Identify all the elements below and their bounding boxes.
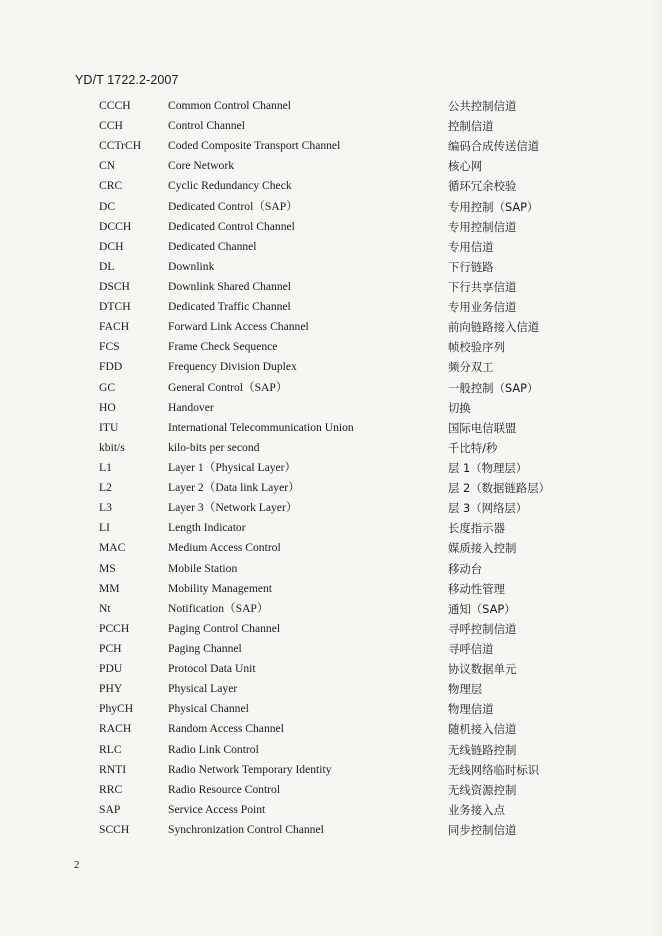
abbreviation-english: Random Access Channel (168, 722, 284, 736)
abbreviation-chinese: 前向链路接入信道 (448, 320, 540, 335)
abbreviation-row (0, 197, 662, 217)
abbreviation-chinese: 移动台 (448, 561, 483, 576)
abbreviation-chinese: 控制信道 (448, 119, 494, 134)
abbreviation-english: Cyclic Redundancy Check (168, 179, 292, 193)
abbreviation-term: L2 (99, 481, 112, 495)
abbreviation-chinese: 随机接入信道 (448, 722, 517, 737)
abbreviation-term: PDU (99, 662, 123, 676)
abbreviation-row (0, 176, 662, 196)
abbreviation-term: Nt (99, 601, 111, 615)
abbreviation-english: Dedicated Control Channel (168, 219, 295, 233)
abbreviation-term: MAC (99, 541, 126, 555)
abbreviation-chinese: 核心网 (448, 159, 483, 174)
abbreviation-chinese: 专用业务信道 (448, 300, 517, 315)
abbreviation-chinese: 下行链路 (448, 259, 494, 274)
abbreviation-row (0, 538, 662, 558)
abbreviation-english: Radio Network Temporary Identity (168, 762, 332, 776)
abbreviation-english: Protocol Data Unit (168, 662, 256, 676)
abbreviation-term: L1 (99, 460, 112, 474)
abbreviation-chinese: 切换 (448, 400, 471, 415)
document-header: YD/T 1722.2-2007 (75, 73, 179, 87)
abbreviation-list (0, 96, 662, 840)
abbreviation-term: CCTrCH (99, 139, 142, 153)
abbreviation-row (0, 116, 662, 136)
abbreviation-term: CCCH (99, 99, 131, 112)
abbreviation-row (0, 156, 662, 176)
abbreviation-english: Physical Layer (168, 682, 238, 696)
abbreviation-chinese: 物理信道 (448, 702, 494, 717)
abbreviation-chinese: 专用信道 (448, 239, 494, 254)
abbreviation-term: DC (99, 199, 116, 213)
abbreviation-chinese: 无线资源控制 (448, 782, 517, 797)
abbreviation-english: Length Indicator (168, 521, 246, 535)
abbreviation-term: FACH (99, 320, 130, 334)
abbreviation-row (0, 498, 662, 518)
abbreviation-chinese: 层 3（网络层） (448, 501, 528, 516)
abbreviation-chinese: 寻呼控制信道 (448, 621, 517, 636)
abbreviation-english: Dedicated Channel (168, 239, 257, 253)
abbreviation-term: ITU (99, 420, 119, 434)
abbreviation-row (0, 719, 662, 739)
abbreviation-english: Mobility Management (168, 581, 273, 595)
abbreviation-term: CRC (99, 179, 123, 193)
abbreviation-english: Mobile Station (168, 561, 238, 575)
abbreviation-chinese: 帧校验序列 (448, 340, 505, 355)
abbreviation-row (0, 257, 662, 277)
abbreviation-term: DCH (99, 239, 124, 253)
abbreviation-row (0, 679, 662, 699)
abbreviation-chinese: 物理层 (448, 682, 483, 697)
abbreviation-row (0, 760, 662, 780)
abbreviation-english: Control Channel (168, 119, 245, 133)
abbreviation-english: Core Network (168, 159, 235, 173)
abbreviation-english: Downlink Shared Channel (168, 279, 292, 293)
abbreviation-term: PhyCH (99, 702, 134, 716)
abbreviation-english: Handover (168, 400, 214, 414)
abbreviation-chinese: 循环冗余校验 (448, 179, 517, 194)
abbreviation-chinese: 业务接入点 (448, 802, 505, 817)
abbreviation-term: L3 (99, 501, 112, 515)
abbreviation-chinese: 无线链路控制 (448, 742, 517, 757)
abbreviation-row (0, 136, 662, 156)
abbreviation-chinese: 层 2（数据链路层） (448, 481, 550, 496)
abbreviation-term: PCCH (99, 621, 130, 635)
abbreviation-term: RACH (99, 722, 132, 736)
abbreviation-chinese: 千比特/秒 (448, 440, 498, 455)
abbreviation-chinese: 层 1（物理层） (448, 460, 528, 475)
abbreviation-chinese: 下行共享信道 (448, 279, 517, 294)
abbreviation-english: General Control（SAP） (168, 380, 288, 394)
abbreviation-chinese: 专用控制信道 (448, 219, 517, 234)
abbreviation-chinese: 国际电信联盟 (448, 420, 517, 435)
abbreviation-english: Service Access Point (168, 802, 266, 816)
abbreviation-row (0, 297, 662, 317)
abbreviation-row (0, 237, 662, 257)
abbreviation-chinese: 专用控制（SAP） (448, 199, 539, 214)
abbreviation-term: DSCH (99, 279, 130, 293)
abbreviation-row (0, 337, 662, 357)
abbreviation-chinese: 协议数据单元 (448, 662, 517, 677)
abbreviation-term: FDD (99, 360, 123, 374)
abbreviation-english: Frame Check Sequence (168, 340, 278, 354)
abbreviation-chinese: 寻呼信道 (448, 641, 494, 656)
abbreviation-english: International Telecommunication Union (168, 420, 354, 434)
abbreviation-row (0, 418, 662, 438)
abbreviation-english: Common Control Channel (168, 99, 292, 112)
abbreviation-term: FCS (99, 340, 120, 354)
abbreviation-english: Layer 2（Data link Layer） (168, 481, 300, 495)
abbreviation-english: Paging Control Channel (168, 621, 281, 635)
page-edge-shadow (652, 0, 662, 936)
abbreviation-term: CCH (99, 119, 123, 133)
abbreviation-english: Physical Channel (168, 702, 249, 716)
abbreviation-english: Synchronization Control Channel (168, 822, 324, 836)
abbreviation-term: DL (99, 259, 115, 273)
abbreviation-row (0, 96, 662, 116)
abbreviation-term: MM (99, 581, 120, 595)
abbreviation-chinese: 无线网络临时标识 (448, 762, 540, 777)
abbreviation-term: CN (99, 159, 116, 173)
abbreviation-row (0, 518, 662, 538)
abbreviation-english: Frequency Division Duplex (168, 360, 297, 374)
abbreviation-english: Downlink (168, 259, 215, 273)
abbreviation-row (0, 217, 662, 237)
abbreviation-term: SCCH (99, 822, 130, 836)
abbreviation-chinese: 编码合成传送信道 (448, 139, 540, 154)
abbreviation-chinese: 公共控制信道 (448, 99, 517, 113)
abbreviation-row (0, 800, 662, 820)
abbreviation-english: Radio Resource Control (168, 782, 281, 796)
abbreviation-term: RLC (99, 742, 122, 756)
abbreviation-row (0, 599, 662, 619)
abbreviation-term: MS (99, 561, 116, 575)
abbreviation-term: LI (99, 521, 110, 535)
abbreviation-row (0, 619, 662, 639)
abbreviation-english: Dedicated Traffic Channel (168, 300, 291, 314)
abbreviation-term: GC (99, 380, 116, 394)
abbreviation-english: Layer 1（Physical Layer） (168, 460, 297, 474)
abbreviation-row (0, 659, 662, 679)
abbreviation-chinese: 媒质接入控制 (448, 541, 517, 556)
abbreviation-term: RRC (99, 782, 123, 796)
abbreviation-chinese: 频分双工 (448, 360, 494, 375)
abbreviation-row (0, 820, 662, 840)
abbreviation-row (0, 357, 662, 377)
abbreviation-english: Radio Link Control (168, 742, 259, 756)
abbreviation-row (0, 438, 662, 458)
abbreviation-row (0, 378, 662, 398)
abbreviation-english: Paging Channel (168, 641, 242, 655)
abbreviation-term: DTCH (99, 300, 131, 314)
abbreviation-english: Layer 3（Network Layer） (168, 501, 298, 515)
abbreviation-term: PCH (99, 641, 122, 655)
abbreviation-english: Coded Composite Transport Channel (168, 139, 341, 153)
abbreviation-row (0, 579, 662, 599)
abbreviation-chinese: 长度指示器 (448, 521, 505, 536)
abbreviation-row (0, 780, 662, 800)
abbreviation-english: Notification（SAP） (168, 601, 269, 615)
abbreviation-row (0, 398, 662, 418)
abbreviation-chinese: 同步控制信道 (448, 822, 517, 837)
abbreviation-row (0, 277, 662, 297)
abbreviation-term: SAP (99, 802, 121, 816)
abbreviation-english: kilo-bits per second (168, 440, 260, 454)
abbreviation-chinese: 通知（SAP） (448, 601, 516, 616)
abbreviation-row (0, 478, 662, 498)
abbreviation-chinese: 移动性管理 (448, 581, 505, 596)
abbreviation-row (0, 699, 662, 719)
abbreviation-english: Forward Link Access Channel (168, 320, 309, 334)
abbreviation-chinese: 一般控制（SAP） (448, 380, 539, 395)
abbreviation-row (0, 317, 662, 337)
abbreviation-term: HO (99, 400, 116, 414)
abbreviation-term: kbit/s (99, 440, 125, 454)
abbreviation-term: RNTI (99, 762, 127, 776)
abbreviation-row (0, 458, 662, 478)
abbreviation-row (0, 740, 662, 760)
abbreviation-row (0, 559, 662, 579)
abbreviation-english: Dedicated Control（SAP） (168, 199, 298, 213)
abbreviation-term: DCCH (99, 219, 132, 233)
abbreviation-row (0, 639, 662, 659)
abbreviation-english: Medium Access Control (168, 541, 281, 555)
page-number: 2 (74, 859, 80, 871)
abbreviation-term: PHY (99, 682, 123, 696)
